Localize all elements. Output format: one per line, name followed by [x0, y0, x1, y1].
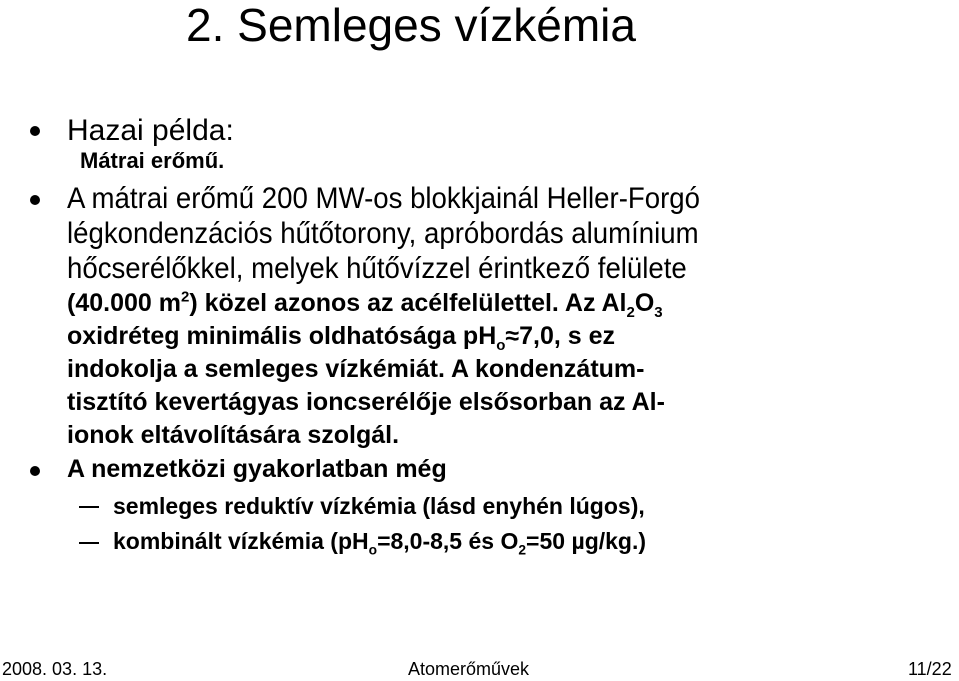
paragraph-line: légkondenzációs hűtőtorony, apróbordás alumínium [67, 217, 699, 250]
text-run: oxidréteg minimális oldhatósága pH [67, 322, 497, 350]
paragraph-line: A mátrai erőmű 200 MW-os blokkjainál Heller-Forgó [67, 182, 701, 215]
footer-page-number: 11/22 [908, 659, 952, 679]
bullet-marker [30, 126, 40, 136]
text-run: =50 µg/kg.) [526, 528, 647, 554]
bullet-label: Hazai példa: [67, 114, 234, 147]
bullet-text-nemzetkozi: A nemzetközi gyakorlatban még [67, 455, 447, 483]
subscript: o [496, 337, 506, 354]
subscript: o [368, 542, 378, 558]
superscript: 2 [180, 288, 190, 306]
dash-marker [79, 506, 99, 508]
paragraph-line: indokolja a semleges vízkémiát. A kondenzátum- [67, 355, 645, 383]
bullet-marker [30, 466, 40, 476]
sub-item [113, 527, 647, 558]
bullet-marker [30, 195, 40, 205]
subscript: 2 [518, 542, 527, 558]
dash-marker [79, 542, 99, 544]
paragraph-line: hőcserélőkkel, melyek hűtővízzel érintkező felülete [67, 252, 687, 285]
paragraph-line [67, 319, 615, 353]
subscript: 3 [654, 304, 663, 321]
paragraph-line [67, 286, 663, 320]
footer-date: 2008. 03. 13. [2, 659, 108, 679]
text-run: =8,0-8,5 és O [377, 528, 519, 554]
paragraph-line: ionok eltávolítására szolgál. [67, 421, 400, 449]
sub-text-matrai: Mátrai erőmű. [80, 148, 225, 173]
text-run: (40.000 m [67, 289, 181, 317]
sub-item: semleges reduktív vízkémia (lásd enyhén lúgos), [113, 493, 645, 519]
text-run: ) közel azonos az acélfelülettel. Az Al [189, 289, 627, 317]
page-title: 2. Semleges vízkémia [186, 0, 636, 51]
paragraph-line: tisztító kevertágyas ioncserélője elsősorban az Al- [67, 388, 665, 416]
text-run: ≈7,0, s ez [505, 322, 616, 350]
bullet-text-hazai [67, 114, 234, 148]
text-run: kombinált vízkémia (pH [113, 528, 369, 554]
text-run: O [634, 289, 655, 317]
footer-center: Atomerőművek [408, 659, 530, 679]
subscript: 2 [626, 304, 635, 321]
